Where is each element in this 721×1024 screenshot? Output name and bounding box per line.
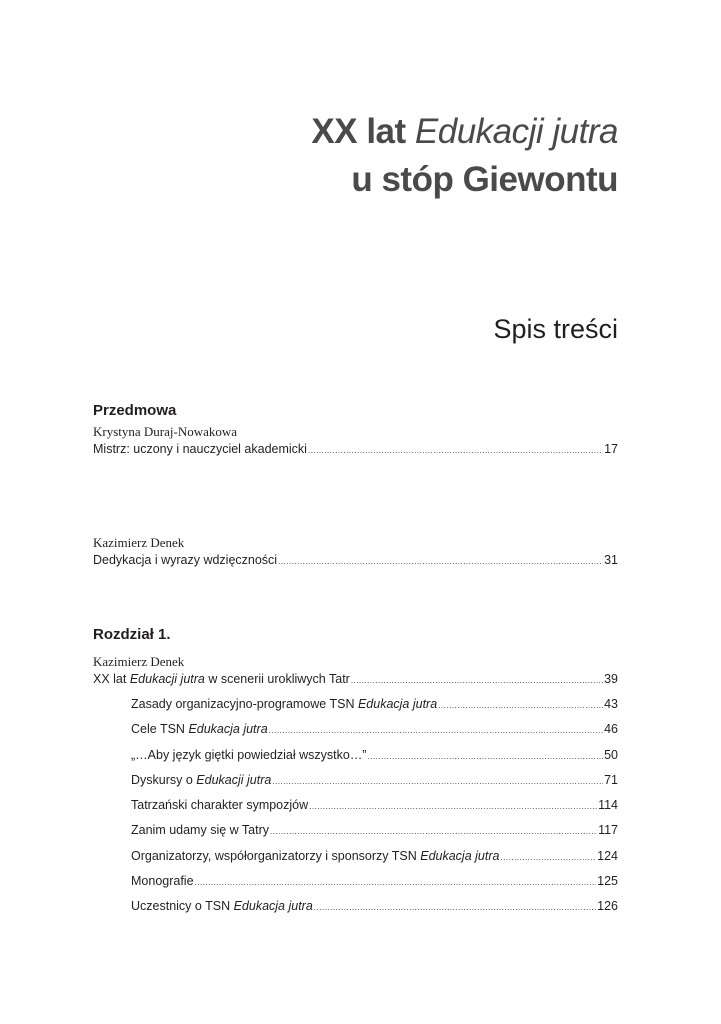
toc-entry-page: 17 <box>604 442 618 456</box>
toc-entry-title: Zanim udamy się w Tatry <box>131 823 270 837</box>
toc-entry-page: 39 <box>604 672 618 686</box>
toc-entry-page: 71 <box>604 773 618 787</box>
toc-subentry[interactable] <box>131 772 618 790</box>
toc-entry-page: 43 <box>604 697 618 711</box>
dot-leader <box>308 443 603 459</box>
dot-leader <box>351 673 603 689</box>
toc-entry-title: Dyskursy o Edukacji jutra <box>131 773 272 787</box>
toc-subentry[interactable] <box>131 873 618 891</box>
book-title <box>311 108 618 204</box>
toc-heading: Spis treści <box>493 314 618 344</box>
author-chapter1: Kazimierz Denek <box>93 654 185 669</box>
toc-entry-title: Mistrz: uczony i nauczyciel akademicki <box>93 442 307 456</box>
dot-leader <box>269 723 603 739</box>
toc-entry[interactable] <box>93 441 618 459</box>
toc-entry-page: 117 <box>598 823 618 837</box>
dot-leader <box>272 774 603 790</box>
toc-entry-title: „…Aby język giętki powiedział wszystko…” <box>131 748 367 762</box>
dot-leader <box>270 824 597 840</box>
toc-entry-title: Monografie <box>131 874 194 888</box>
dot-leader <box>195 875 597 891</box>
toc-entry-page: 46 <box>604 722 618 736</box>
toc-entry-title: Dedykacja i wyrazy wdzięczności <box>93 553 278 567</box>
toc-entry[interactable] <box>93 671 618 689</box>
dot-leader <box>368 749 604 765</box>
dot-leader <box>309 799 597 815</box>
toc-entry-title: Uczestnicy o TSN Edukacja jutra <box>131 899 313 913</box>
toc-subentry[interactable] <box>131 696 618 714</box>
toc-entry-page: 31 <box>604 553 618 567</box>
toc-entry-title: XX lat Edukacji jutra w scenerii urokliwych Tatr <box>93 672 350 686</box>
toc-entry-page: 124 <box>597 849 618 863</box>
toc-subentry[interactable] <box>131 822 618 840</box>
toc-entry-page: 126 <box>597 899 618 913</box>
toc-subentry[interactable] <box>131 898 618 916</box>
toc-entry-page: 50 <box>604 748 618 762</box>
author-foreword: Krystyna Duraj-Nowakowa <box>93 424 238 439</box>
section-heading-chapter1: Rozdział 1. <box>93 626 171 643</box>
toc-entry[interactable] <box>93 552 618 570</box>
dot-leader <box>438 698 603 714</box>
book-title-italic: Edukacji jutra <box>414 112 618 151</box>
toc-entry-title: Cele TSN Edukacja jutra <box>131 722 268 736</box>
book-title-line2: u stóp Giewontu <box>351 160 618 199</box>
dot-leader <box>314 900 596 916</box>
book-title-line1: XX lat Edukacji jutra <box>311 112 618 151</box>
dot-leader <box>278 554 603 570</box>
section-heading-foreword: Przedmowa <box>93 402 177 419</box>
toc-entry-page: 125 <box>597 874 618 888</box>
toc-entry-page: 114 <box>598 798 618 812</box>
toc-entry-title: Organizatorzy, współorganizatorzy i sponsorzy TSN Edukacja jutra <box>131 849 500 863</box>
toc-subentry[interactable] <box>131 848 618 866</box>
dot-leader <box>500 850 596 866</box>
toc-subentry[interactable] <box>131 747 618 765</box>
toc-subentry[interactable] <box>131 797 618 815</box>
toc-subentry[interactable] <box>131 721 618 739</box>
toc-entry-title: Tatrzański charakter sympozjów <box>131 798 309 812</box>
toc-entry-title: Zasady organizacyjno-programowe TSN Edukacja jutra <box>131 697 438 711</box>
author-dedication: Kazimierz Denek <box>93 535 185 550</box>
